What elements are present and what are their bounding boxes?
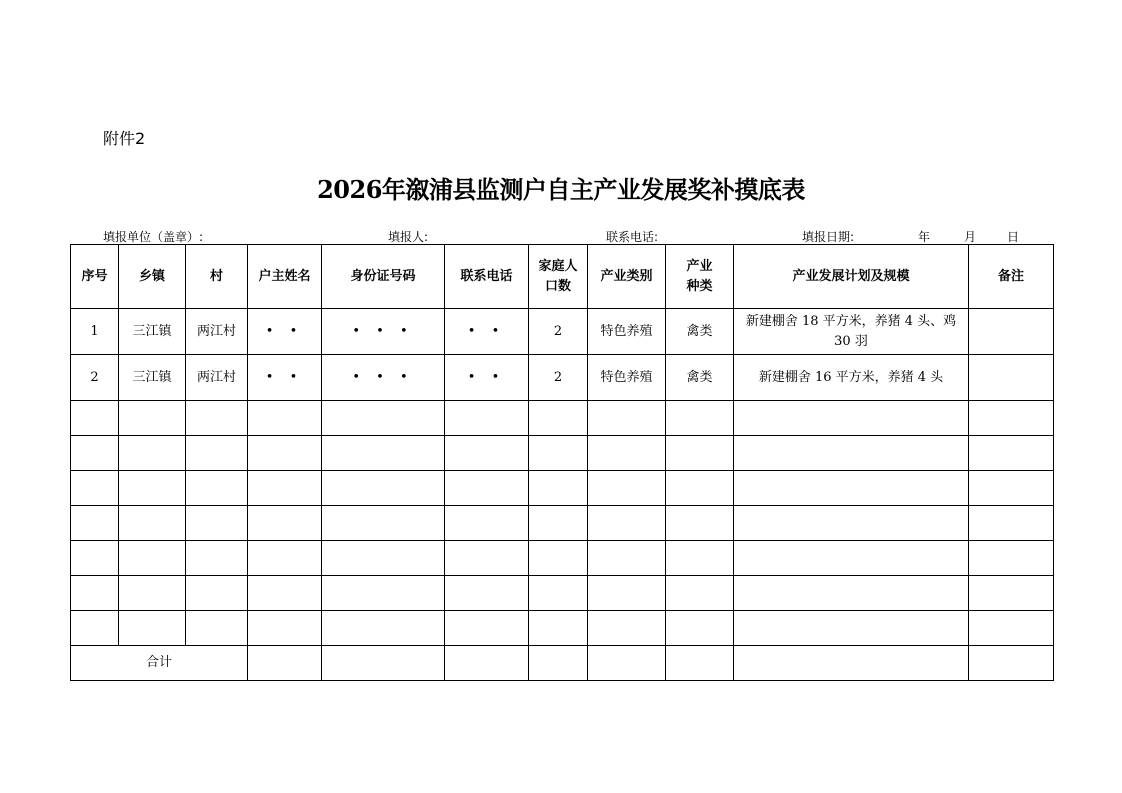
cell-phone: • • xyxy=(445,309,529,355)
cell-index: 1 xyxy=(71,309,119,355)
empty-row xyxy=(71,506,1054,541)
total-label: 合计 xyxy=(71,646,248,681)
header-plan-scale: 产业发展计划及规模 xyxy=(734,245,969,309)
date-month-label: 月 xyxy=(964,230,977,244)
date-year-label: 年 xyxy=(918,230,931,244)
date-day-label: 日 xyxy=(1007,230,1020,244)
header-industry-category: 产业类别 xyxy=(588,245,666,309)
empty-row xyxy=(71,541,1054,576)
cell-id-number: • • • xyxy=(322,309,445,355)
cell-industry-category: 特色养殖 xyxy=(588,309,666,355)
header-householder: 户主姓名 xyxy=(248,245,322,309)
cell-index: 2 xyxy=(71,355,119,401)
cell-remarks xyxy=(969,309,1054,355)
cell-plan-scale: 新建棚舍 16 平方米，养猪 4 头 xyxy=(734,355,969,401)
page-title: 2026年溆浦县监测户自主产业发展奖补摸底表 xyxy=(317,175,805,204)
cell-householder: • • xyxy=(248,309,322,355)
cell-industry-category: 特色养殖 xyxy=(588,355,666,401)
header-family-size: 家庭人口数 xyxy=(529,245,588,309)
fill-person-label: 填报人: xyxy=(388,230,429,244)
total-row xyxy=(71,646,1054,681)
header-index: 序号 xyxy=(71,245,119,309)
empty-row xyxy=(71,611,1054,646)
cell-id-number: • • • xyxy=(322,355,445,401)
empty-row xyxy=(71,576,1054,611)
cell-phone: • • xyxy=(445,355,529,401)
cell-householder: • • xyxy=(248,355,322,401)
contact-phone-label: 联系电话: xyxy=(606,230,659,244)
cell-industry-type: 禽类 xyxy=(666,309,734,355)
header-phone: 联系电话 xyxy=(445,245,529,309)
cell-industry-type: 禽类 xyxy=(666,355,734,401)
cell-remarks xyxy=(969,355,1054,401)
empty-row xyxy=(71,471,1054,506)
empty-row xyxy=(71,436,1054,471)
header-industry-type: 产业种类 xyxy=(666,245,734,309)
table-row xyxy=(71,309,1054,355)
header-remarks: 备注 xyxy=(969,245,1054,309)
attachment-label: 附件2 xyxy=(103,129,146,148)
cell-village: 两江村 xyxy=(186,309,248,355)
header-township: 乡镇 xyxy=(119,245,186,309)
cell-plan-scale: 新建棚舍 18 平方米，养猪 4 头、鸡 30 羽 xyxy=(734,309,969,355)
cell-family-size: 2 xyxy=(529,309,588,355)
table-header-row xyxy=(71,245,1054,309)
fill-date-label: 填报日期: xyxy=(802,230,855,244)
header-village: 村 xyxy=(186,245,248,309)
header-id-number: 身份证号码 xyxy=(322,245,445,309)
cell-village: 两江村 xyxy=(186,355,248,401)
table-row xyxy=(71,355,1054,401)
empty-row xyxy=(71,401,1054,436)
cell-family-size: 2 xyxy=(529,355,588,401)
cell-township: 三江镇 xyxy=(119,355,186,401)
fill-unit-label: 填报单位（盖章）: xyxy=(103,230,204,244)
survey-table xyxy=(70,244,1054,681)
cell-township: 三江镇 xyxy=(119,309,186,355)
